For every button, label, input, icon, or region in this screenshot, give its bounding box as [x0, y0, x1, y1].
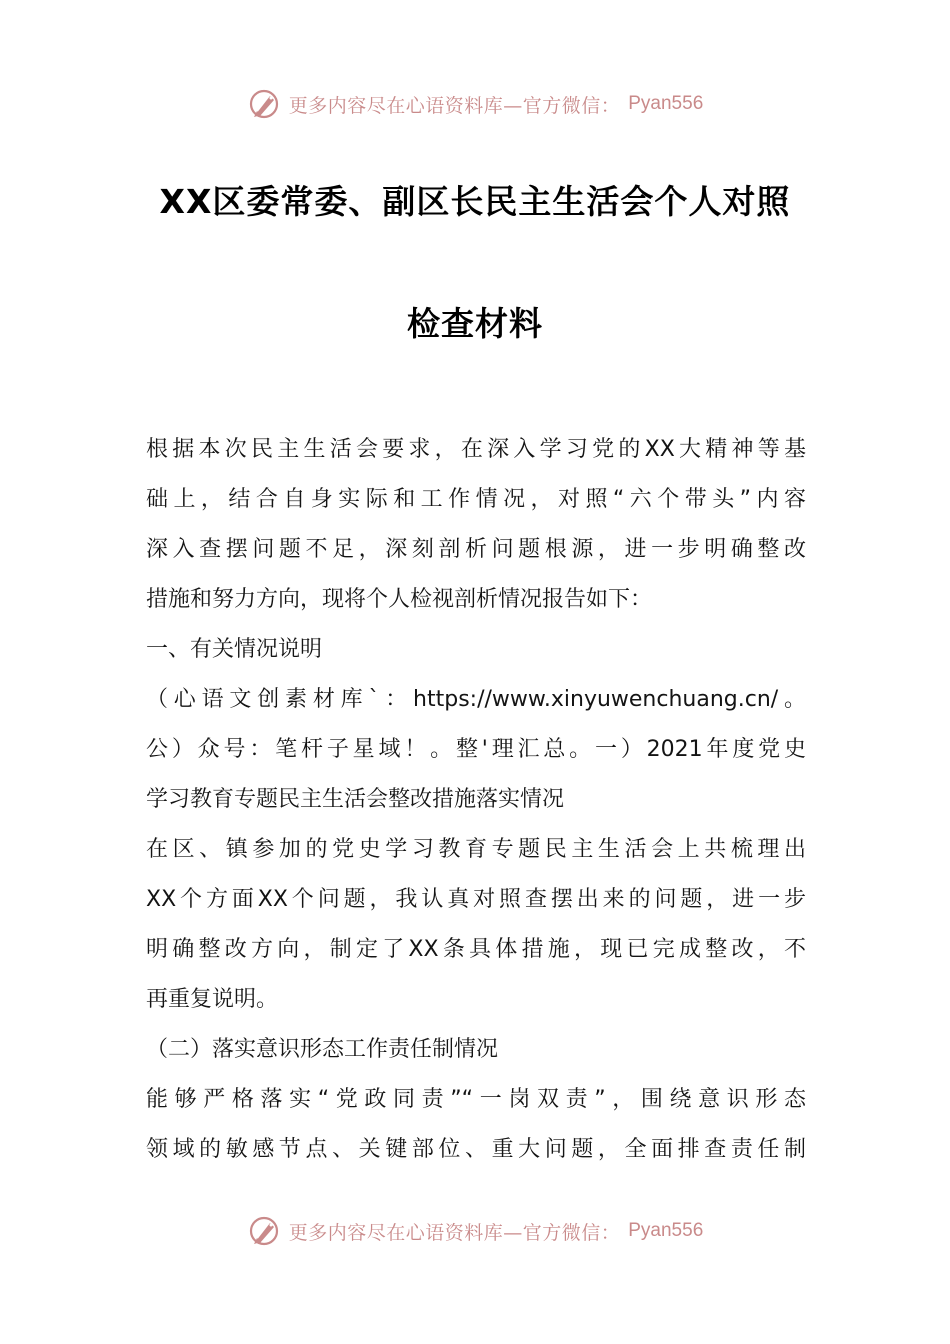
- watermark-wechat-id: Pyan556: [628, 93, 704, 114]
- watermark-text: 更多内容尽在心语资料库—官方微信：: [288, 1221, 621, 1244]
- body-text-line: 深入查摆问题不足，深刻剖析问题根源，进一步明确整改: [146, 537, 806, 562]
- body-text-line: 领域的敏感节点、关键部位、重大问题，全面排查责任制: [146, 1137, 806, 1162]
- body-text-line: 能够严格落实“党政同责”“一岗双责”，围绕意识形态: [146, 1087, 806, 1112]
- body-text-line: （心语文创素材库`：https://www.xinyuwenchuang.cn/。: [146, 687, 806, 712]
- body-text-line: 明确整改方向，制定了XX条具体措施，现已完成整改，不: [146, 937, 806, 962]
- footer-watermark: [0, 1211, 950, 1251]
- body-text-line: 础上，结合自身实际和工作情况，对照“六个带头”内容: [146, 487, 806, 512]
- body-text-line: （二）落实意识形态工作责任制情况: [146, 1037, 499, 1062]
- body-text-line: 再重复说明。: [146, 987, 279, 1012]
- body-text-line: 根据本次民主生活会要求，在深入学习党的XX大精神等基: [146, 437, 806, 462]
- document-title-line-2: 检查材料: [407, 304, 543, 343]
- document-body: [146, 425, 806, 1175]
- body-text-line: 学习教育专题民主生活会整改措施落实情况: [146, 787, 565, 812]
- body-text-line: XX个方面XX个问题，我认真对照查摆出来的问题，进一步: [146, 887, 806, 912]
- document-title-line-1: XX区委常委、副区长民主生活会个人对照: [159, 182, 791, 221]
- pen-nib-logo-icon: [247, 1214, 281, 1248]
- watermark-wechat-id: Pyan556: [628, 1220, 704, 1241]
- header-watermark: [0, 84, 950, 124]
- body-text-line: 在区、镇参加的党史学习教育专题民主生活会上共梳理出: [146, 837, 806, 862]
- watermark-text: 更多内容尽在心语资料库—官方微信：: [288, 94, 621, 117]
- pen-nib-logo-icon: [247, 87, 281, 121]
- body-text-line: 公）众号：笔杆子星域！。整'理汇总。一）2021年度党史: [146, 737, 806, 762]
- body-text-line: 措施和努力方向，现将个人检视剖析情况报告如下：: [146, 587, 653, 612]
- body-text-line: 一、有关情况说明: [146, 637, 323, 662]
